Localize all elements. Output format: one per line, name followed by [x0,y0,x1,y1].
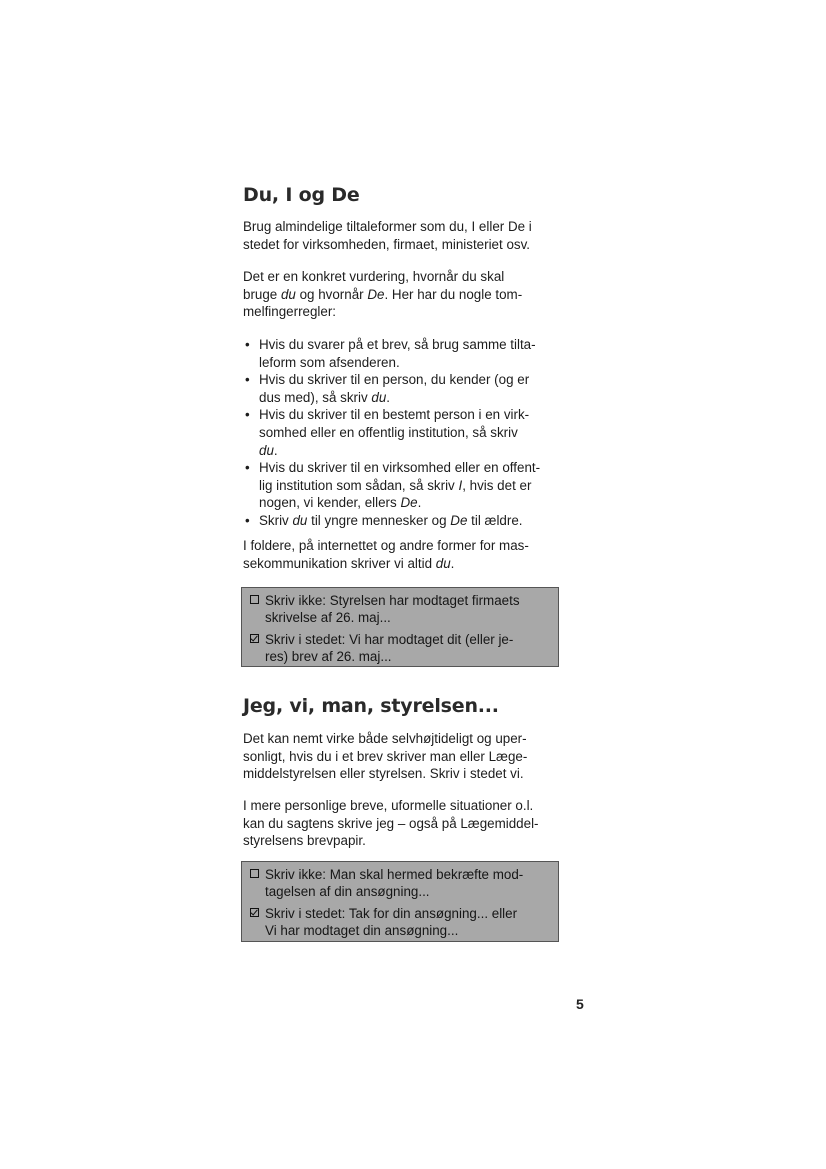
text-line: Hvis du svarer på et brev, så brug samme tilta- [259,337,536,352]
text-line: Skriv i stedet: Tak for din ansøgning... eller [265,905,518,921]
text-segment: . [386,389,391,405]
text-emphasis: du [435,555,451,571]
text-line: I mere personlige breve, uformelle situationer o.l. [243,798,534,813]
text-line: Hvis du skriver til en virksomhed eller en offent- [259,460,541,476]
text-line: Hvis du skriver til en person, du kender (og er [259,372,530,388]
text-segment: bruge [243,286,281,302]
text-line: Skriv ikke: Man skal hermed bekræfte mod- [265,867,524,882]
text-segment: . [417,495,422,511]
text-line: sonligt, hvis du i et brev skriver man eller Læge- [243,748,528,764]
text-emphasis: De [400,495,418,511]
empty-checkbox-icon [250,595,259,604]
list-item [243,336,573,371]
text-segment: til yngre mennesker og [307,512,451,528]
text-segment: lig institution som sådan, så skriv [259,477,459,493]
text-emphasis: I [458,477,463,493]
text-segment: sekommunikation skriver vi altid [243,555,436,571]
text-line: somhed eller en offentlig institution, så skriv [259,424,518,440]
list-item [243,459,573,512]
text-line: stedet for virksomheden, firmaet, ministeriet osv. [243,236,531,252]
heading-jeg-vi-man: Jeg, vi, man, styrelsen... [243,695,499,717]
example-box-2 [241,861,559,942]
text-line: Vi har modtaget din ansøgning... [265,923,459,939]
text-segment: nogen, vi kender, ellers [259,495,401,511]
text-segment: Skriv [259,512,293,528]
paragraph-personlige-breve [243,797,573,850]
text-line: Skriv ikke: Styrelsen har modtaget firmaets [265,593,520,608]
rules-list [243,336,573,530]
text-segment: , hvis det er [462,477,532,493]
text-line: leform som afsenderen. [259,354,400,370]
list-item [243,406,573,459]
checked-checkbox-icon [250,908,259,917]
text-line: kan du sagtens skrive jeg – også på Lægemiddel- [243,815,539,831]
list-item [243,371,573,406]
text-segment: og hvornår [295,286,368,302]
text-segment: . Her har du nogle tom- [384,286,523,302]
example-dont [250,866,550,901]
text-emphasis: De [450,512,468,528]
text-line: melfingerregler: [243,304,337,320]
text-emphasis: du [280,286,296,302]
text-segment: dus med), så skriv [259,389,372,405]
paragraph-foldere [243,537,573,572]
text-segment: til ældre. [467,512,523,528]
empty-checkbox-icon [250,869,259,878]
text-line: skrivelse af 26. maj... [265,610,391,626]
example-dont [250,592,550,627]
text-line: res) brev af 26. maj... [265,649,392,665]
text-emphasis: du [292,512,308,528]
page-number: 5 [576,996,584,1012]
text-line: tagelsen af din ansøgning... [265,884,430,900]
text-emphasis: De [367,286,385,302]
checked-checkbox-icon [250,634,259,643]
text-line: Det kan nemt virke både selvhøjtideligt og uper- [243,731,527,746]
text-segment: . [450,555,455,571]
text-line: Brug almindelige tiltaleformer som du, I eller De i [243,219,532,234]
text-segment: . [273,442,278,458]
paragraph-intro [243,218,573,253]
text-line: Hvis du skriver til en bestemt person i en virk- [259,407,530,423]
heading-du-i-og-de: Du, I og De [243,184,360,206]
text-line: styrelsens brevpapir. [243,833,366,849]
example-do [250,631,550,666]
text-line: Skriv i stedet: Vi har modtaget dit (eller je- [265,631,514,647]
paragraph-selvhojtideligt [243,730,573,783]
list-item [243,512,573,530]
text-line: Det er en konkret vurdering, hvornår du skal [243,269,505,284]
text-line: middelstyrelsen eller styrelsen. Skriv i stedet vi. [243,766,524,782]
example-do [250,905,550,940]
text-emphasis: du [371,389,387,405]
text-emphasis: du [259,442,274,458]
example-box-1 [241,587,559,667]
paragraph-vurdering [243,268,573,321]
text-line: I foldere, på internettet og andre former for mas- [243,538,529,553]
